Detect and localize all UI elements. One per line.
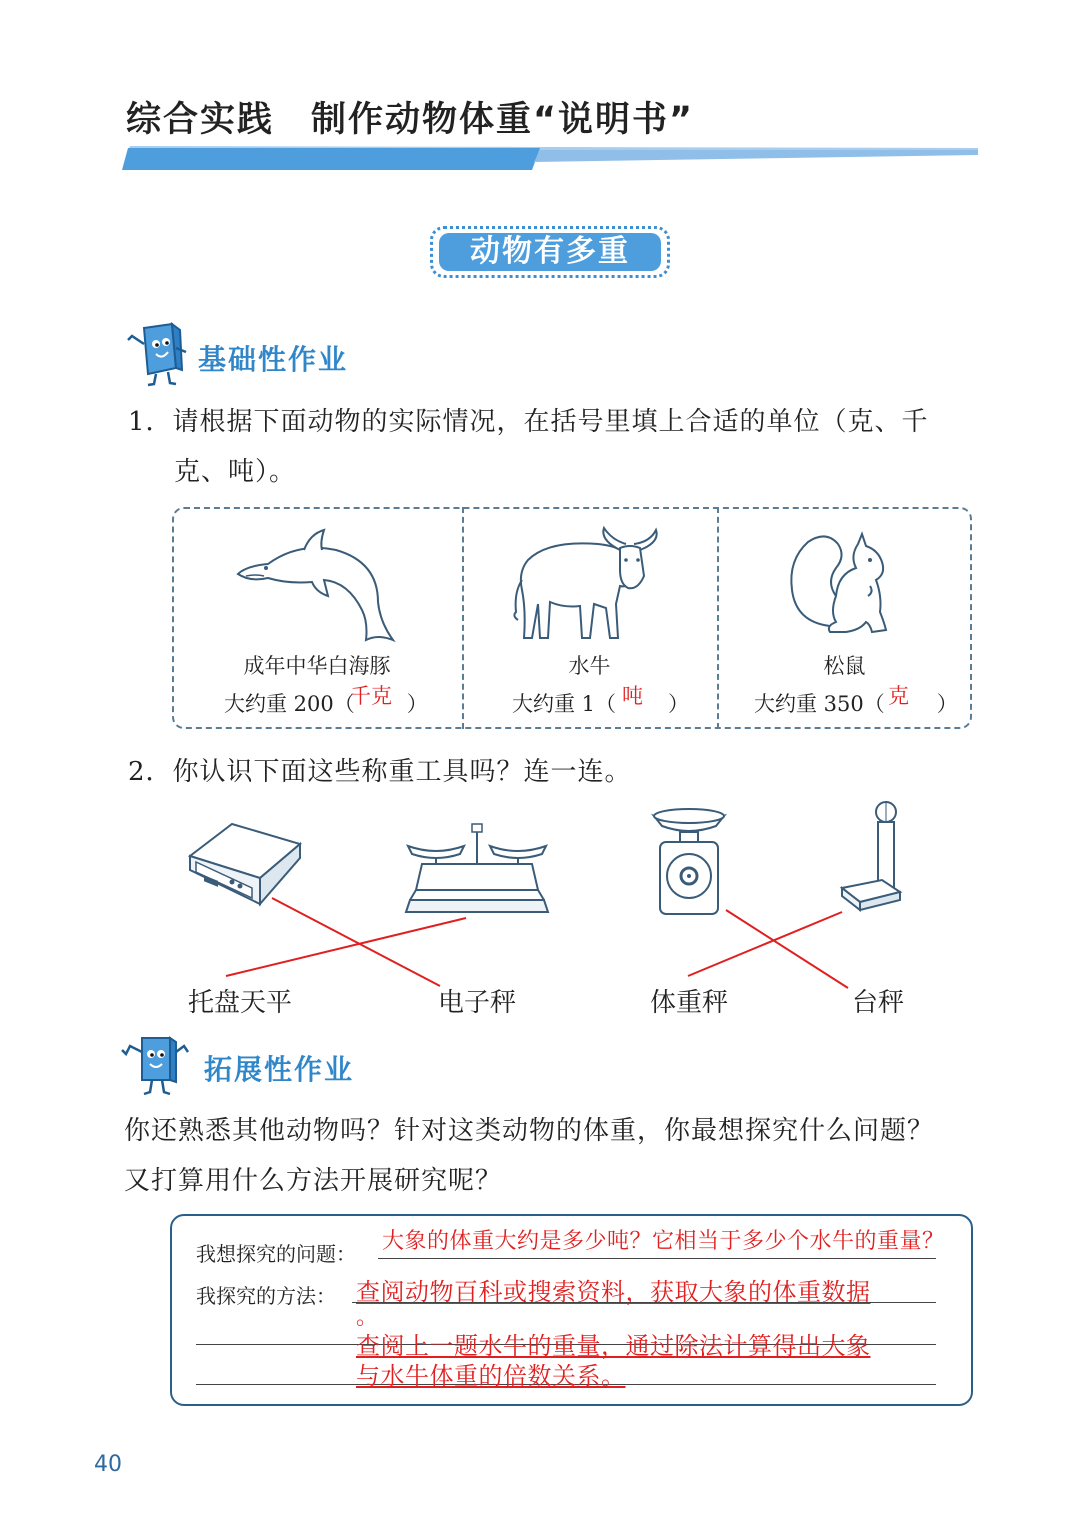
answer-squirrel: 克 xyxy=(888,684,909,708)
lesson-badge-label: 动物有多重 xyxy=(439,233,661,271)
extended-section-title: 拓展性作业 xyxy=(204,1053,355,1086)
tool-label-electronic: 电子秤 xyxy=(438,988,517,1018)
answer-rule xyxy=(378,1258,936,1259)
weight-prefix: 大约重 200（ xyxy=(224,692,355,716)
question-field-answer: 大象的体重大约是多少吨？它相当于多少个水牛的重量？ xyxy=(382,1229,945,1254)
answer-dolphin: 千克 xyxy=(350,684,392,708)
animal-name-buffalo: 水牛 xyxy=(568,654,611,678)
answer-rule xyxy=(352,1302,936,1303)
tool-label-balance: 托盘天平 xyxy=(188,988,293,1018)
weight-suffix: ） xyxy=(406,692,428,716)
page-title: 综合实践 制作动物体重“说明书” xyxy=(126,100,695,140)
animal-name-squirrel: 松鼠 xyxy=(823,654,866,678)
tool-label-body-weight: 体重秤 xyxy=(650,988,729,1018)
question-2: 2．你认识下面这些称重工具吗？连一连。 xyxy=(128,757,632,787)
extended-paragraph-line-2: 又打算用什么方法开展研究呢？ xyxy=(124,1166,503,1196)
tool-label-platform: 台秤 xyxy=(852,988,905,1018)
basic-section-title: 基础性作业 xyxy=(198,343,349,376)
weight-prefix: 大约重 1（ xyxy=(512,692,617,716)
book-mascot-icon xyxy=(120,1034,190,1096)
method-answer-line-4: 与水牛体重的倍数关系。 xyxy=(356,1362,626,1390)
page-number: 40 xyxy=(94,1452,122,1477)
extended-paragraph-line-1: 你还熟悉其他动物吗？针对这类动物的体重，你最想探究什么问题？ xyxy=(124,1116,935,1146)
question-1-line-1: 1．请根据下面动物的实际情况，在括号里填上合适的单位（克、千 xyxy=(128,407,929,437)
method-field-label: 我探究的方法： xyxy=(196,1284,336,1308)
method-answer-line-1: 查阅动物百科或搜索资料，获取大象的体重数据 xyxy=(356,1278,871,1306)
method-answer-line-3: 查阅上一题水牛的重量，通过除法计算得出大象 xyxy=(356,1332,871,1360)
weight-prefix: 大约重 350（ xyxy=(754,692,885,716)
weight-suffix: ） xyxy=(936,692,958,716)
animal-name-dolphin: 成年中华白海豚 xyxy=(243,654,391,678)
weight-suffix: ） xyxy=(668,692,690,716)
question-1-line-2: 克、吨）。 xyxy=(174,457,297,487)
method-answer-line-2: 。 xyxy=(356,1305,379,1330)
question-field-label: 我想探究的问题： xyxy=(196,1242,356,1266)
answer-buffalo: 吨 xyxy=(622,684,643,708)
